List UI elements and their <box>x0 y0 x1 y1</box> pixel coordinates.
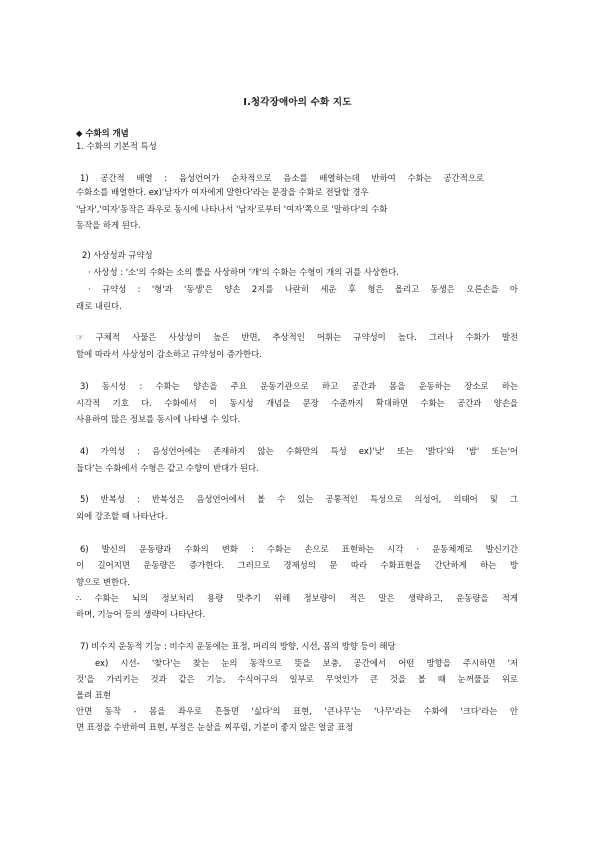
paragraph-2-line-2: · 사상성 : '소'의 수화는 소의 뿔을 사상하며 '개'의 수화는 수형이 개의 귀를 사상한다. <box>88 267 399 277</box>
paragraph-4-line-3: 사용하여 많은 정보를 동시에 나타낼 수 있다. <box>76 414 241 424</box>
paragraph-5-line-1: 4) 가역성 : 음성언어에는 존재하지 않는 수화만의 특성 ex)'낮' 또는 '밝다'와 '밤' 또는'어 <box>80 446 518 456</box>
paragraph-7-line-5: 하며, 기능어 등의 생략이 나타난다. <box>76 609 206 619</box>
paragraph-8-line-4: 올려 표현 <box>76 690 112 700</box>
paragraph-1-line-4: 동작을 하게 된다. <box>76 220 141 230</box>
paragraph-7-line-1: 6) 발신의 운동량과 수화의 변화 : 수화는 손으로 표현하는 시각 · 운동체계로 발신기간 <box>80 544 518 554</box>
paragraph-7-line-3: 향으로 변한다. <box>76 577 130 587</box>
paragraph-4-line-1: 3) 동시성 : 수화는 양손을 주요 운동기관으로 하고 공간과 몸을 운동하는 장소로 하는 <box>80 381 518 391</box>
paragraph-1-line-1: 1) 공간적 배열 : 음성언어가 순차적으로 음소를 배열하는데 반하여 수화는 공간적으로 <box>80 173 484 183</box>
paragraph-4-line-2: 시각적 기호 다. 수화에서 이 동시성 개념을 문장 수준까지 확대하면 수화는 공간과 양손을 <box>76 398 518 408</box>
paragraph-3-line-2: 함에 따라서 사상성이 감소하고 규약성이 증가한다. <box>76 349 262 359</box>
paragraph-2-line-3: · 규약성 : '형'과 '동생'은 양손 2지를 나란히 세운 후 형은 올리고 동생은 오른손을 아 <box>88 284 518 294</box>
document-title: Ⅰ.청각장애아의 수화 지도 <box>243 97 352 108</box>
paragraph-8-line-6: 면 표정을 수반하여 표현, 부정은 눈살을 찌푸림, 기분이 좋지 않은 얼굴 표정 <box>76 722 354 732</box>
subheading: 1. 수화의 기본적 특성 <box>76 141 157 151</box>
paragraph-8-line-3: 것'을 가리키는 것과 같은 기능, 수식어구의 일부로 무엇인가 큰 것을 볼 때 눈꺼풀을 위로 <box>76 674 518 684</box>
paragraph-2-line-1: 2) 사상성과 규약성 <box>82 250 153 260</box>
section-heading: ◆ 수화의 개념 <box>76 128 129 138</box>
paragraph-8-line-5: 안면 동작 - 몸을 좌우로 흔들면 '싫다'의 표현, '큰나무'는 '나무'라는 수화에 '크다'라는 안 <box>76 706 518 716</box>
paragraph-6-line-1: 5) 반복성 : 반복성은 음성언어에서 볼 수 있는 공통적인 특성으로 의성어, 의태어 및 그 <box>80 494 518 504</box>
paragraph-8-line-2: ex) 시선- '찾다'는 찾는 눈의 동작으로 뜻을 보충, 공간에서 어떤 방향을 주시하면 '저 <box>95 658 518 668</box>
paragraph-7-line-2: 이 길어지면 운동량은 증가한다. 그러므로 경제성의 문 따라 수화표현을 간단하게 하는 방 <box>76 560 518 570</box>
paragraph-5-line-2: 둡다'는 수화에서 수형은 같고 수향이 반대가 된다. <box>76 463 259 473</box>
paragraph-6-line-2: 외에 강조할 때 나타난다. <box>76 511 168 521</box>
paragraph-1-line-3: '남자','여자'동작은 좌우로 동시에 나타나서 '남자'로부터 '여자'쪽으로 '말하다'의 수화 <box>76 204 388 214</box>
paragraph-7-line-4: ∴ 수화는 뇌의 정보처리 용량 맞추기 위해 정보량이 적은 말은 생략하고, 운동량을 적게 <box>76 593 518 603</box>
paragraph-3-line-1: ☞ 구체적 사물은 사상성이 높은 반면, 추상적인 어휘는 규약성이 높다. 그러나 수화가 발전 <box>76 332 518 342</box>
paragraph-2-line-4: 래로 내린다. <box>76 301 122 311</box>
paragraph-8-line-1: 7) 비수지 운동적 기능 : 비수지 운동에는 표정, 머리의 방향, 시선, 몸의 방향 등이 해당 <box>80 641 396 651</box>
paragraph-1-line-2: 수화소를 배열한다. ex)'남자가 여자에게 말한다'라는 문장을 수화로 전달할 경우 <box>76 187 369 197</box>
